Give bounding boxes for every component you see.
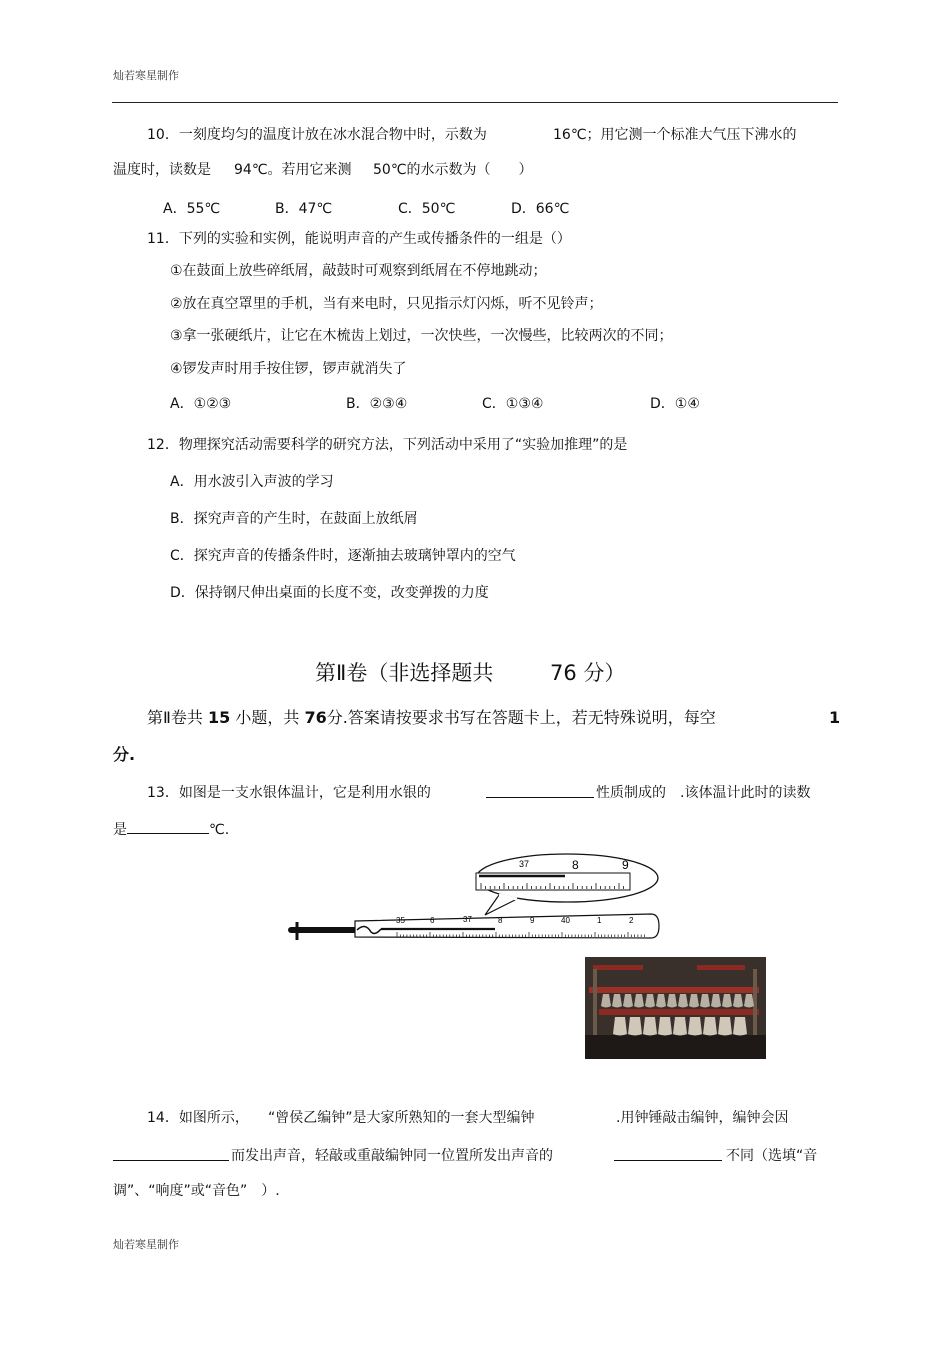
q10-option-b: B．47℃ xyxy=(275,201,333,217)
q13-blank-2[interactable] xyxy=(127,819,209,834)
intro-part-b: 小题，共 xyxy=(235,708,300,727)
intro-each: 1 xyxy=(829,708,841,727)
bell-shape xyxy=(703,1017,717,1036)
q13-line2-b: ℃. xyxy=(209,822,230,838)
q10-option-a: A．55℃ xyxy=(163,201,221,217)
bell-shape xyxy=(673,1017,687,1036)
q10-line2-a: 温度时，读数是 xyxy=(113,162,211,178)
scale-label-39: 9 xyxy=(530,916,535,925)
zoom-label-8: 8 xyxy=(572,858,579,872)
q13-line2 xyxy=(113,819,229,839)
q11-option-c: C．①③④ xyxy=(482,396,544,412)
bell-shape xyxy=(733,1017,747,1036)
q10-line1-a: 10．一刻度均匀的温度计放在冰水混合物中时，示数为 xyxy=(147,127,487,143)
bianzhong-illustration xyxy=(585,957,766,1059)
page-footer: 灿若寒星制作 xyxy=(113,1238,179,1251)
q14-line1-b: “曾侯乙编钟”是大家所熟知的一套大型编钟 xyxy=(268,1110,535,1126)
bell-shape xyxy=(718,1017,732,1036)
q10-option-d: D．66℃ xyxy=(511,201,570,217)
q13-line2-a: 是 xyxy=(113,822,127,838)
q12-option-b: B．探究声音的产生时，在鼓面上放纸屑 xyxy=(170,511,418,527)
q11-item-1: ①在鼓面上放些碎纸屑，敲鼓时可观察到纸屑在不停地跳动； xyxy=(170,263,547,279)
zoom-label-9: 9 xyxy=(622,858,629,872)
bianzhong-photo xyxy=(585,957,766,1059)
q11-item-3: ③拿一张硬纸片，让它在木梳齿上划过，一次快些，一次慢些，比较两次的不同； xyxy=(170,328,673,344)
scale-label-40: 40 xyxy=(561,916,570,925)
q14-blank-2[interactable] xyxy=(614,1146,722,1165)
intro-score: 76 xyxy=(304,708,327,727)
q13-blank-1[interactable] xyxy=(486,783,594,802)
section2-title-b: 76 分） xyxy=(550,661,626,685)
scale-label-36: 6 xyxy=(430,916,435,925)
q12-stem: 12．物理探究活动需要科学的研究方法，下列活动中采用了“实验加推理”的是 xyxy=(147,437,628,453)
scale-label-35: 35 xyxy=(396,916,405,925)
page-header: 灿若寒星制作 xyxy=(113,69,179,82)
intro-part-c: 分.答案请按要求书写在答题卡上，若无特殊说明，每空 xyxy=(326,708,716,727)
section2-intro-line1 xyxy=(147,708,716,728)
thermometer-zoom-bubble xyxy=(476,854,658,915)
q14-line1-a: 14．如图所示， xyxy=(147,1110,249,1126)
q13-line1-b: 性质制成的 xyxy=(596,785,666,801)
q14-line2-b: 不同（选填“音 xyxy=(726,1148,818,1164)
scale-label-38: 8 xyxy=(498,916,503,925)
header-rule xyxy=(112,102,838,103)
q10-line2-b: 94℃。若用它来测 xyxy=(234,162,352,178)
q11-option-d: D．①④ xyxy=(650,396,700,412)
scale-label-42: 2 xyxy=(629,916,634,925)
q14-blank-1[interactable] xyxy=(113,1146,229,1165)
q12-option-c: C．探究声音的传播条件时，逐渐抽去玻璃钟罩内的空气 xyxy=(170,548,516,564)
section2-title-a: 第Ⅱ卷（非选择题共 xyxy=(315,661,494,685)
intro-part-d: 分. xyxy=(113,745,136,764)
q10-line2-c: 50℃的水示数为（ ） xyxy=(373,162,533,178)
q12-option-a: A．用水波引入声波的学习 xyxy=(170,474,334,490)
bell-shape xyxy=(643,1017,657,1036)
scale-label-37: 37 xyxy=(463,915,472,924)
bell-shape xyxy=(628,1017,642,1036)
thermometer-figure xyxy=(285,852,665,944)
q11-item-4: ④锣发声时用手按住锣，锣声就消失了 xyxy=(170,361,407,377)
zoom-label-37: 37 xyxy=(519,859,530,869)
thermometer-body xyxy=(291,914,659,940)
scale-label-41: 1 xyxy=(597,916,602,925)
q11-option-a: A．①②③ xyxy=(170,396,232,412)
q10-line1-b: 16℃；用它测一个标准大气压下沸水的 xyxy=(553,127,797,143)
bell-shape xyxy=(688,1017,702,1036)
q11-stem: 11．下列的实验和实例，能说明声音的产生或传播条件的一组是（） xyxy=(147,231,571,247)
q12-option-d: D．保持钢尺伸出桌面的长度不变，改变弹拨的力度 xyxy=(170,585,489,601)
q11-item-2: ②放在真空罩里的手机，当有来电时，只见指示灯闪烁，听不见铃声； xyxy=(170,296,603,312)
q10-option-c: C．50℃ xyxy=(398,201,456,217)
q14-line2-a: 而发出声音，轻敲或重敲编钟同一位置所发出声音的 xyxy=(231,1148,553,1164)
q13-line1-a: 13．如图是一支水银体温计，它是利用水银的 xyxy=(147,785,431,801)
q14-line3: 调”、“响度”或“音色” ）. xyxy=(113,1183,280,1199)
bell-shape xyxy=(658,1017,672,1036)
bell-shape xyxy=(613,1017,627,1036)
q13-line1-c: .该体温计此时的读数 xyxy=(680,785,811,801)
q11-option-b: B．②③④ xyxy=(346,396,408,412)
intro-part-a: 第Ⅱ卷共 xyxy=(147,708,203,727)
intro-count: 15 xyxy=(207,708,231,727)
q14-line1-c: .用钟锤敲击编钟，编钟会因 xyxy=(616,1110,789,1126)
